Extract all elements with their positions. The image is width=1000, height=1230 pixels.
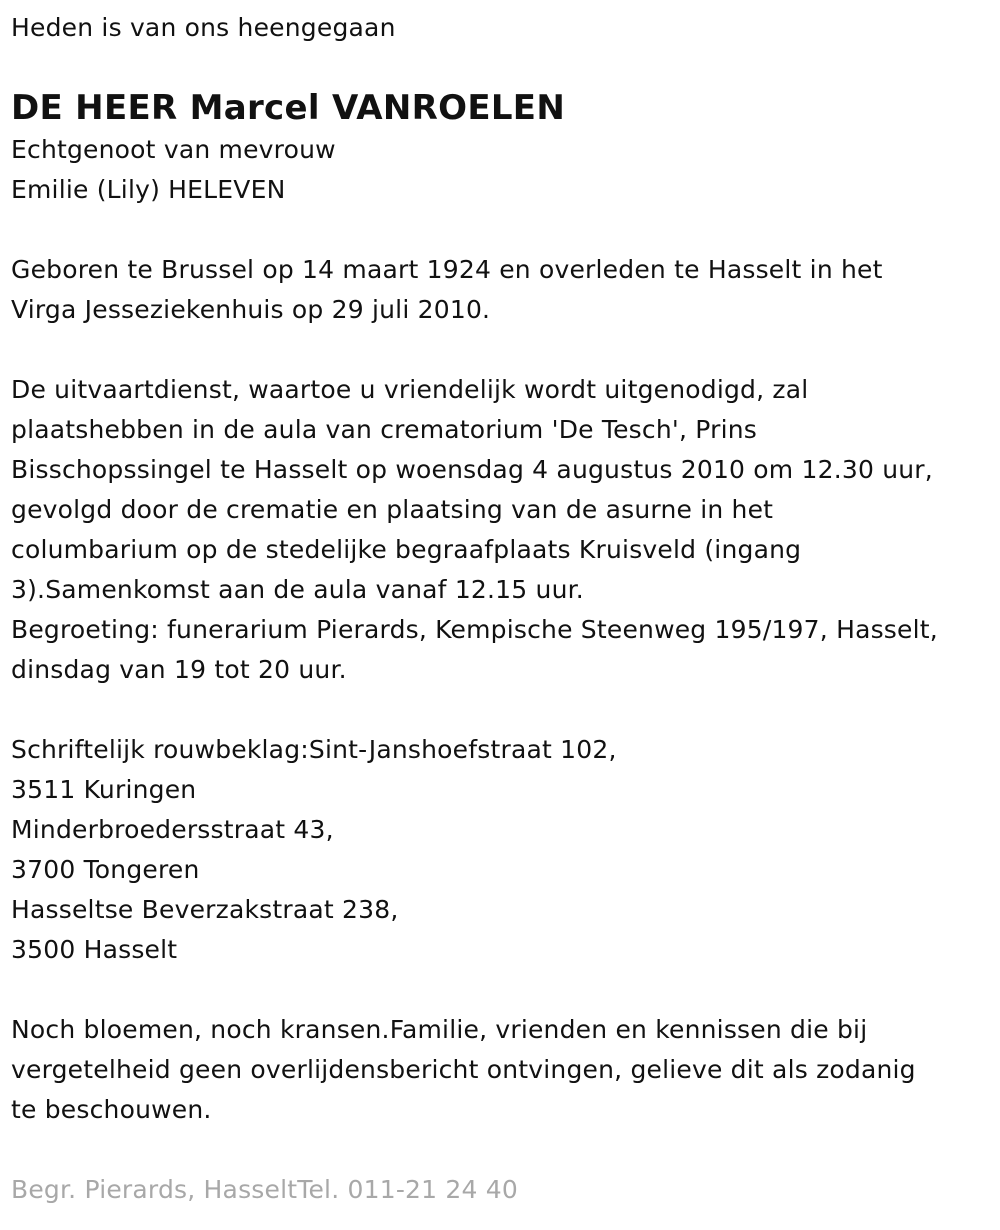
spacer <box>11 210 988 250</box>
visitation-line: Begroeting: funerarium Pierards, Kempische Steenweg 195/197, Hasselt, <box>11 615 938 644</box>
service-line: plaatshebben in de aula van crematorium 'De Tesch', Prins <box>11 415 757 444</box>
visitation-line: dinsdag van 19 tot 20 uur. <box>11 655 347 684</box>
service-line: De uitvaartdienst, waartoe u vriendelijk wordt uitgenodigd, zal <box>11 375 809 404</box>
funeral-home-footer: Begr. Pierards, HasseltTel. 011-21 24 40 <box>11 1175 518 1204</box>
service-line: gevolgd door de crematie en plaatsing van de asurne in het <box>11 495 774 524</box>
condolence-address-line: Hasseltse Beverzakstraat 238, <box>11 895 399 924</box>
condolence-address-line: Schriftelijk rouwbeklag:Sint-Janshoefstraat 102, <box>11 735 617 764</box>
spacer <box>11 690 988 730</box>
condolence-address-line: 3700 Tongeren <box>11 855 200 884</box>
deceased-name: DE HEER Marcel VANROELEN <box>11 88 566 128</box>
spacer <box>11 330 988 370</box>
service-line: 3).Samenkomst aan de aula vanaf 12.15 uur. <box>11 575 584 604</box>
intro-text: Heden is van ons heengegaan <box>11 13 396 42</box>
condolence-address-line: 3511 Kuringen <box>11 775 197 804</box>
spouse-line-1: Echtgenoot van mevrouw <box>11 135 336 164</box>
closing-line: te beschouwen. <box>11 1095 212 1124</box>
condolence-address-line: 3500 Hasselt <box>11 935 178 964</box>
condolence-address-line: Minderbroedersstraat 43, <box>11 815 334 844</box>
spacer <box>11 970 988 1010</box>
closing-line: Noch bloemen, noch kransen.Familie, vrienden en kennissen die bij <box>11 1015 868 1044</box>
service-line: columbarium op de stedelijke begraafplaats Kruisveld (ingang <box>11 535 802 564</box>
birth-death-line-2: Virga Jesseziekenhuis op 29 juli 2010. <box>11 295 491 324</box>
closing-line: vergetelheid geen overlijdensbericht ontvingen, gelieve dit als zodanig <box>11 1055 916 1084</box>
birth-death-line-1: Geboren te Brussel op 14 maart 1924 en overleden te Hasselt in het <box>11 255 883 284</box>
service-line: Bisschopssingel te Hasselt op woensdag 4 augustus 2010 om 12.30 uur, <box>11 455 933 484</box>
spouse-line-2: Emilie (Lily) HELEVEN <box>11 175 286 204</box>
